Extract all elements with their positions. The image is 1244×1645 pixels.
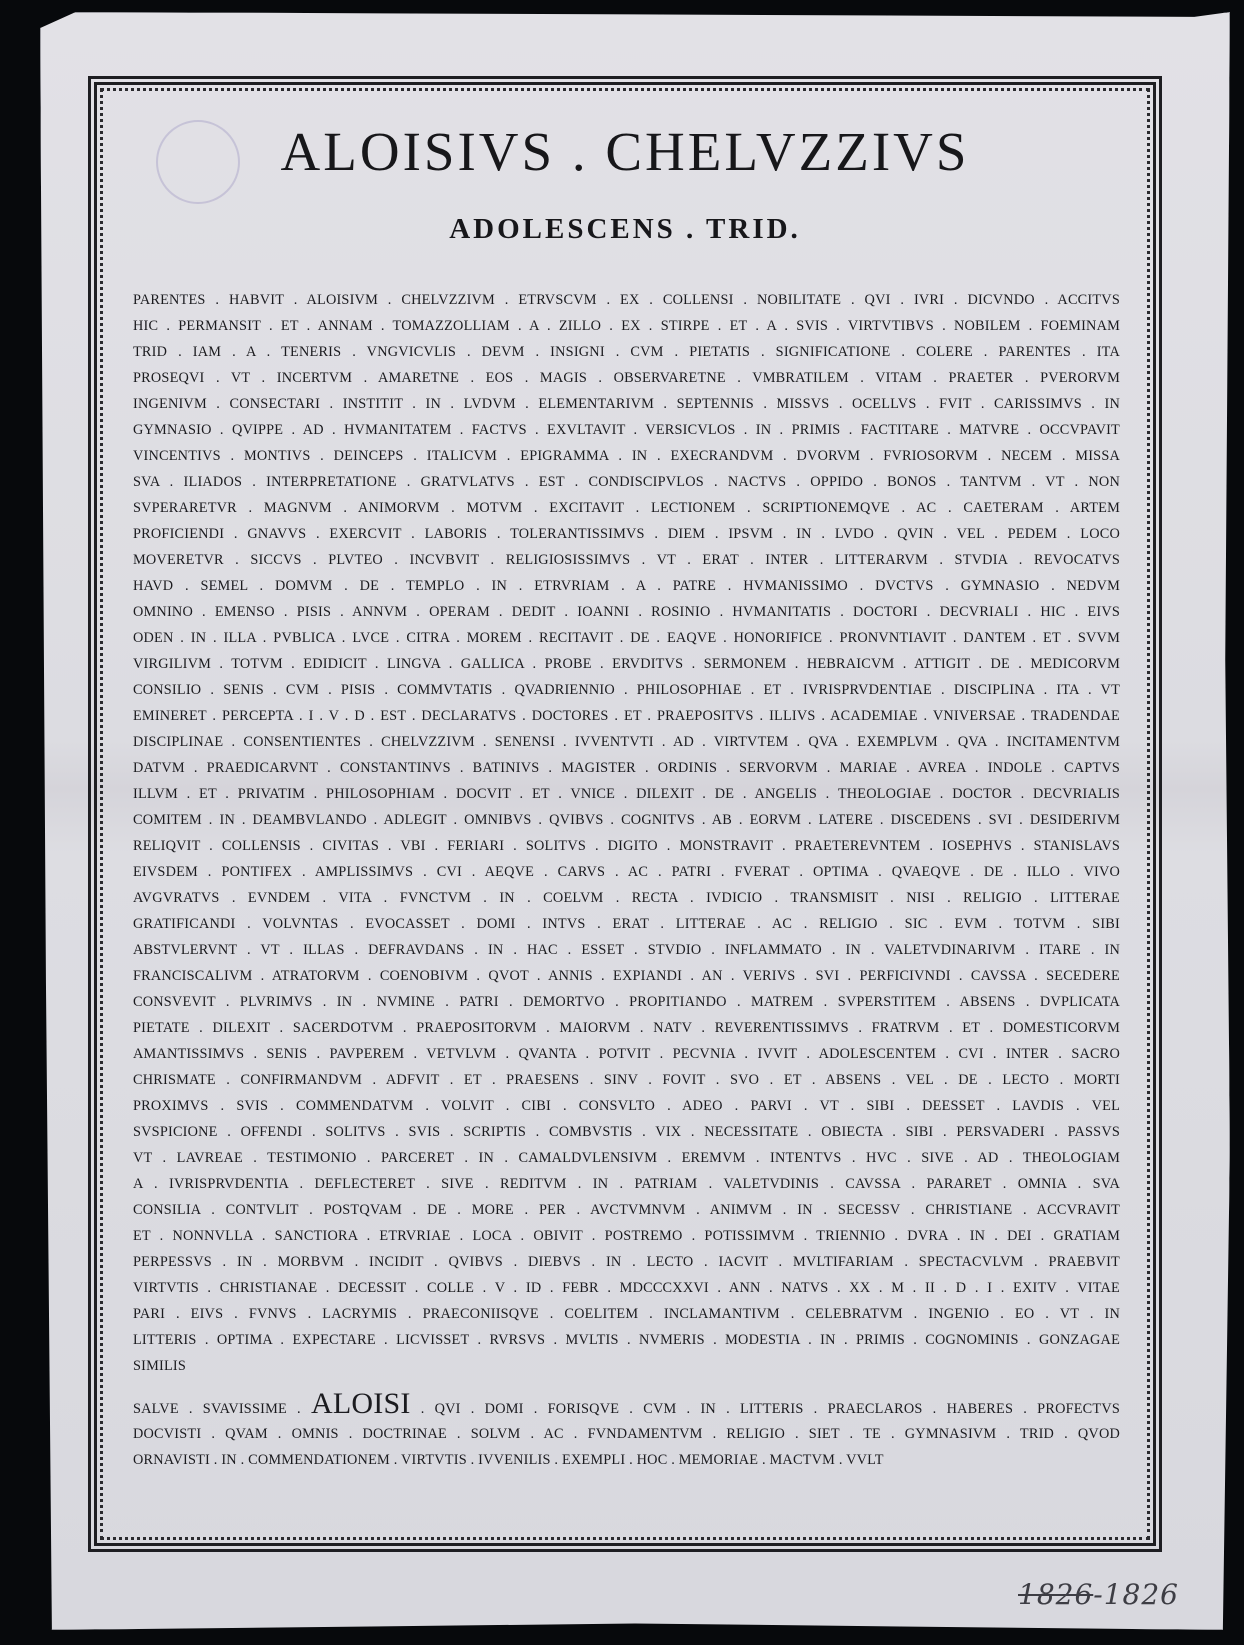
archive-note-text: -1826	[1093, 1578, 1179, 1611]
inscription-line: CHRISMATE . CONFIRMANDVM . ADFVIT . ET . PRAESENS . SINV . FOVIT . SVO . ET . ABSENS . VEL . DE . LECTO . MORTI	[133, 1072, 1120, 1088]
inscription-line: PARI . EIVS . FVNVS . LACRYMIS . PRAECONIISQVE . COELITEM . INCLAMANTIVM . CELEBRATVM . INGENIO . EO . VT . IN	[133, 1306, 1120, 1322]
inscription-line: RELIQVIT . COLLENSIS . CIVITAS . VBI . FERIARI . SOLITVS . DIGITO . MONSTRAVIT . PRAETEREVNTEM . IOSEPHVS . STANISLAVS	[133, 838, 1120, 854]
inscription-line: VT . LAVREAE . TESTIMONIO . PARCERET . IN . CAMALDVLENSIVM . EREMVM . INTENTVS . HVC . SIVE . AD . THEOLOGIAM	[133, 1150, 1120, 1166]
inscription-line: GRATIFICANDI . VOLVNTAS . EVOCASSET . DOMI . INTVS . ERAT . LITTERAE . AC . RELIGIO . SIC . EVM . TOTVM . SIBI	[133, 916, 1120, 932]
inscription-line: SIMILIS	[133, 1358, 187, 1374]
inscription-line: HAVD . SEMEL . DOMVM . DE . TEMPLO . IN . ETRVRIAM . A . PATRE . HVMANISSIMO . DVCTVS . GYMNASIO . NEDVM	[133, 578, 1120, 594]
salve-line	[133, 1387, 1120, 1421]
inscription-line: CONSVEVIT . PLVRIMVS . IN . NVMINE . PATRI . DEMORTVO . PROPITIANDO . MATREM . SVPERSTITEM . ABSENS . DVPLICATA	[133, 994, 1120, 1010]
inscription-line: PROFICIENDI . GNAVVS . EXERCVIT . LABORIS . TOLERANTISSIMVS . DIEM . IPSVM . IN . LVDO . QVIN . VEL . PEDEM . LOCO	[133, 526, 1120, 542]
inscription-line: EIVSDEM . PONTIFEX . AMPLISSIMVS . CVI . AEQVE . CARVS . AC . PATRI . FVERAT . OPTIMA . QVAEQVE . DE . ILLO . VIVO	[133, 864, 1120, 880]
salve-name: ALOISI	[311, 1387, 411, 1420]
inscription-line: VIRGILIVM . TOTVM . EDIDICIT . LINGVA . GALLICA . PROBE . ERVDITVS . SERMONEM . HEBRAICVM . ATTIGIT . DE . MEDICORVM	[133, 656, 1120, 672]
inscription-line: PERPESSVS . IN . MORBVM . INCIDIT . QVIBVS . DIEBVS . IN . LECTO . IACVIT . MVLTIFARIAM . SPECTACVLVM . PRAEBVIT	[133, 1254, 1120, 1270]
salve-prefix: SALVE . SVAVISSIME .	[133, 1401, 301, 1417]
inscription-line: SVA . ILIADOS . INTERPRETATIONE . GRATVLATVS . EST . CONDISCIPVLOS . NACTVS . OPPIDO . BONOS . TANTVM . VT . NON	[133, 474, 1120, 490]
inscription-line: AMANTISSIMVS . SENIS . PAVPEREM . VETVLVM . QVANTA . POTVIT . PECVNIA . IVVIT . ADOLESCENTEM . CVI . INTER . SACRO	[133, 1046, 1120, 1062]
closing-line: DOCVISTI . QVAM . OMNIS . DOCTRINAE . SOLVM . AC . FVNDAMENTVM . RELIGIO . SIET . TE . GYMNASIVM . TRID . QVOD	[133, 1426, 1120, 1442]
inscription-line: OMNINO . EMENSO . PISIS . ANNVM . OPERAM . DEDIT . IOANNI . ROSINIO . HVMANITATIS . DOCTORI . DECVRIALI . HIC . EIVS	[133, 604, 1120, 620]
inscription-line: AVGVRATVS . EVNDEM . VITA . FVNCTVM . IN . COELVM . RECTA . IVDICIO . TRANSMISIT . NISI . RELIGIO . LITTERAE	[133, 890, 1120, 906]
inscription-line: DISCIPLINAE . CONSENTIENTES . CHELVZZIVM . SENENSI . IVVENTVTI . AD . VIRTVTEM . QVA . EXEMPLVM . QVA . INCITAMENTVM	[133, 734, 1120, 750]
inscription-line: ODEN . IN . ILLA . PVBLICA . LVCE . CITRA . MOREM . RECITAVIT . DE . EAQVE . HONORIFICE . PRONVNTIAVIT . DANTEM . ET . SVVM	[133, 630, 1120, 646]
inscription-line: GYMNASIO . QVIPPE . AD . HVMANITATEM . FACTVS . EXVLTAVIT . VERSICVLOS . IN . PRIMIS . FACTITARE . MATVRE . OCCVPAVIT	[133, 422, 1120, 438]
inscription-line: FRANCISCALIVM . ATRATORVM . COENOBIVM . QVOT . ANNIS . EXPIANDI . AN . VERIVS . SVI . PERFICIVNDI . CAVSSA . SECEDERE	[133, 968, 1120, 984]
closing-line: ORNAVISTI . IN . COMMENDATIONEM . VIRTVTIS . IVVENILIS . EXEMPLI . HOC . MEMORIAE . MACTVM . VVLT	[133, 1452, 884, 1468]
inscription-line: CONSILIA . CONTVLIT . POSTQVAM . DE . MORE . PER . AVCTVMNVM . ANIMVM . IN . SECESSV . CHRISTIANE . ACCVRAVIT	[133, 1202, 1120, 1218]
inscription-line: TRID . IAM . A . TENERIS . VNGVICVLIS . DEVM . INSIGNI . CVM . PIETATIS . SIGNIFICATIONE . COLERE . PARENTES . ITA	[133, 344, 1120, 360]
inscription-line: DATVM . PRAEDICARVNT . CONSTANTINVS . BATINIVS . MAGISTER . ORDINIS . SERVORVM . MARIAE . AVREA . INDOLE . CAPTVS	[133, 760, 1120, 776]
inscription-line: PROXIMVS . SVIS . COMMENDATVM . VOLVIT . CIBI . CONSVLTO . ADEO . PARVI . VT . SIBI . DEESSET . LAVDIS . VEL	[133, 1098, 1120, 1114]
inscription-line: EMINERET . PERCEPTA . I . V . D . EST . DECLARATVS . DOCTORES . ET . PRAEPOSITVS . ILLIVS . ACADEMIAE . VNIVERSAE . TRADENDAE	[133, 708, 1120, 724]
document-title: ALOISIVS . CHELVZZIVS	[280, 121, 970, 182]
inscription-line: SVSPICIONE . OFFENDI . SOLITVS . SVIS . SCRIPTIS . COMBVSTIS . VIX . NECESSITATE . OBIECTA . SIBI . PERSVADERI . PASSVS	[133, 1124, 1120, 1140]
inscription-line: PIETATE . DILEXIT . SACERDOTVM . PRAEPOSITORVM . MAIORVM . NATV . REVERENTISSIMVS . FRATRVM . ET . DOMESTICORVM	[133, 1020, 1120, 1036]
inscription-line: SVPERARETVR . MAGNVM . ANIMORVM . MOTVM . EXCITAVIT . LECTIONEM . SCRIPTIONEMQVE . AC . CAETERAM . ARTEM	[133, 500, 1120, 516]
archive-note	[1018, 1578, 1179, 1611]
inscription-line: ABSTVLERVNT . VT . ILLAS . DEFRAVDANS . IN . HAC . ESSET . STVDIO . INFLAMMATO . IN . VALETVDINARIVM . ITARE . IN	[133, 942, 1120, 958]
inscription-line: A . IVRISPRVDENTIA . DEFLECTERET . SIVE . REDITVM . IN . PATRIAM . VALETVDINIS . CAVSSA . PARARET . OMNIA . SVA	[133, 1176, 1120, 1192]
archive-note-struck: 1826	[1018, 1578, 1094, 1611]
inscription-line: ILLVM . ET . PRIVATIM . PHILOSOPHIAM . DOCVIT . ET . VNICE . DILEXIT . DE . ANGELIS . THEOLOGIAE . DOCTOR . DECVRIALIS	[133, 786, 1120, 802]
inscription-body	[133, 287, 1120, 1473]
inscription-line: HIC . PERMANSIT . ET . ANNAM . TOMAZZOLLIAM . A . ZILLO . EX . STIRPE . ET . A . SVIS . VIRTVTIBVS . NOBILEM . FOEMINAM	[133, 318, 1120, 334]
inscription-line: COMITEM . IN . DEAMBVLANDO . ADLEGIT . OMNIBVS . QVIBVS . COGNITVS . AB . EORVM . LATERE . DISCEDENS . SVI . DESIDERIVM	[133, 812, 1120, 828]
inscription-line: CONSILIO . SENIS . CVM . PISIS . COMMVTATIS . QVADRIENNIO . PHILOSOPHIAE . ET . IVRISPRVDENTIAE . DISCIPLINA . ITA . VT	[133, 682, 1120, 698]
inscription-line: MOVERETVR . SICCVS . PLVTEO . INCVBVIT . RELIGIOSISSIMVS . VT . ERAT . INTER . LITTERARVM . STVDIA . REVOCATVS	[133, 552, 1120, 568]
inscription-line: VINCENTIVS . MONTIVS . DEINCEPS . ITALICVM . EPIGRAMMA . IN . EXECRANDVM . DVORVM . FVRIOSORVM . NECEM . MISSA	[133, 448, 1120, 464]
inscription-line: PARENTES . HABVIT . ALOISIVM . CHELVZZIVM . ETRVSCVM . EX . COLLENSI . NOBILITATE . QVI . IVRI . DICVNDO . ACCITVS	[133, 292, 1120, 308]
inscription-line: VIRTVTIS . CHRISTIANAE . DECESSIT . COLLE . V . ID . FEBR . MDCCCXXVI . ANN . NATVS . XX . M . II . D . I . EXITV . VITAE	[133, 1280, 1120, 1296]
document-subtitle: ADOLESCENS . TRID.	[449, 213, 801, 245]
inscription-line: PROSEQVI . VT . INCERTVM . AMARETNE . EOS . MAGIS . OBSERVARETNE . VMBRATILEM . VITAM . PRAETER . PVERORVM	[133, 370, 1120, 386]
salve-suffix: . QVI . DOMI . FORISQVE . CVM . IN . LITTERIS . PRAECLAROS . HABERES . PROFECTVS	[420, 1401, 1121, 1417]
inscription-line: LITTERIS . OPTIMA . EXPECTARE . LICVISSET . RVRSVS . MVLTIS . NVMERIS . MODESTIA . IN . PRIMIS . COGNOMINIS . GONZAGAE	[133, 1332, 1120, 1348]
inscription-line: INGENIVM . CONSECTARI . INSTITIT . IN . LVDVM . ELEMENTARIVM . SEPTENNIS . MISSVS . OCELLVS . FVIT . CARISSIMVS . IN	[133, 396, 1120, 412]
inscription-line: ET . NONNVLLA . SANCTIORA . ETRVRIAE . LOCA . OBIVIT . POSTREMO . POTISSIMVM . TRIENNIO . DVRA . IN . DEI . GRATIAM	[133, 1228, 1120, 1244]
